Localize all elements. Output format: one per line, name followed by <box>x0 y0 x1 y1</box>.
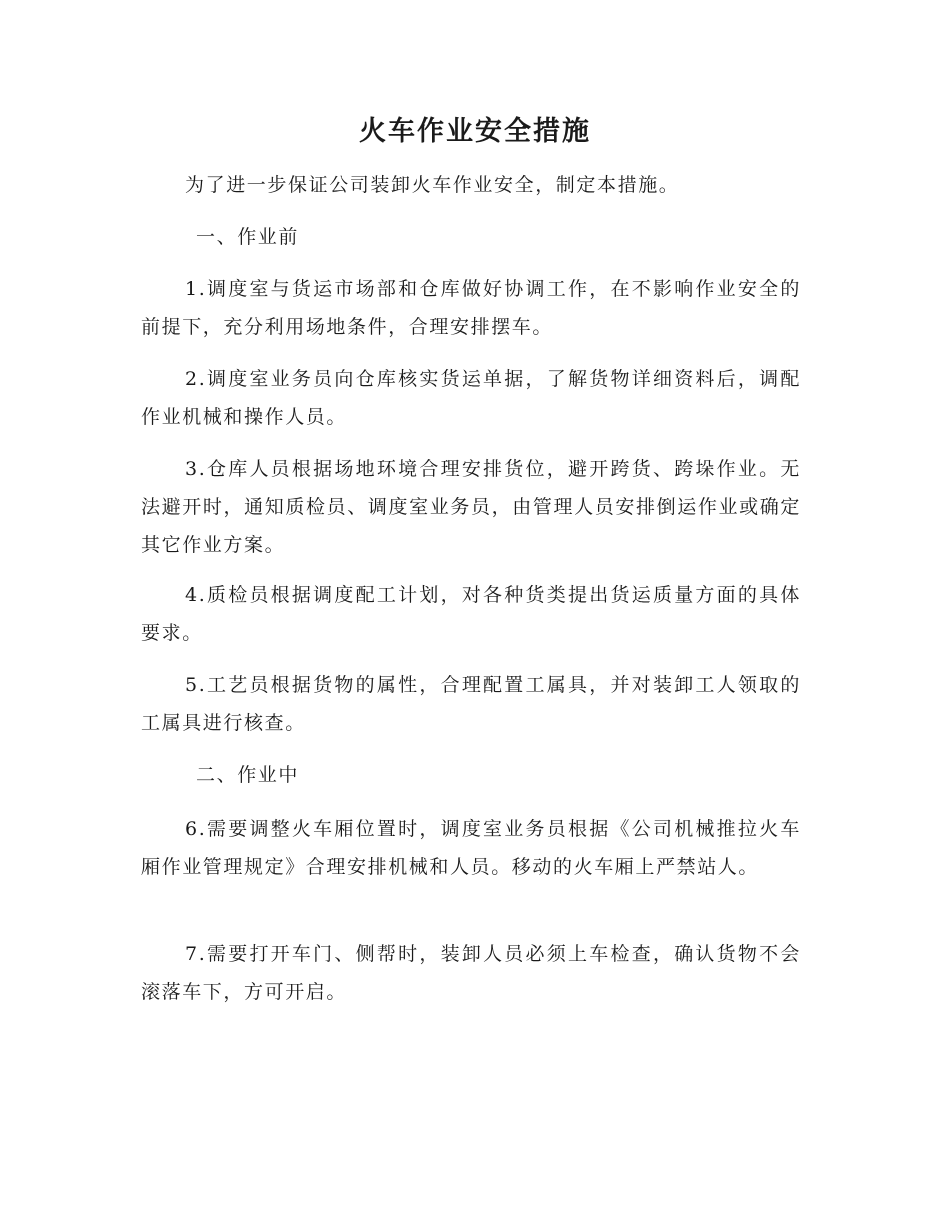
paragraph-6: 6.需要调整火车厢位置时，调度室业务员根据《公司机械推拉火车厢作业管理规定》合理安排机械和人员。移动的火车厢上严禁站人。 <box>141 818 801 878</box>
paragraph-1: 1.调度室与货运市场部和仓库做好协调工作，在不影响作业安全的前提下，充分利用场地条件，合理安排摆车。 <box>141 278 801 338</box>
paragraph-5: 5.工艺员根据货物的属性，合理配置工属具，并对装卸工人领取的工属具进行核查。 <box>141 674 801 734</box>
section-heading-before-work: 一、作业前 <box>196 226 300 248</box>
intro-paragraph: 为了进一步保证公司装卸火车作业安全，制定本措施。 <box>185 174 680 196</box>
section-heading-during-work: 二、作业中 <box>196 764 300 786</box>
document-title: 火车作业安全措施 <box>359 116 591 147</box>
paragraph-3: 3.仓库人员根据场地环境合理安排货位，避开跨货、跨垛作业。无法避开时，通知质检员、调度室业务员，由管理人员安排倒运作业或确定其它作业方案。 <box>141 458 801 556</box>
paragraph-7: 7.需要打开车门、侧帮时，装卸人员必须上车检查，确认货物不会滚落车下，方可开启。 <box>141 943 801 1003</box>
paragraph-4: 4.质检员根据调度配工计划，对各种货类提出货运质量方面的具体要求。 <box>141 584 801 644</box>
paragraph-2: 2.调度室业务员向仓库核实货运单据，了解货物详细资料后，调配作业机械和操作人员。 <box>141 368 801 428</box>
